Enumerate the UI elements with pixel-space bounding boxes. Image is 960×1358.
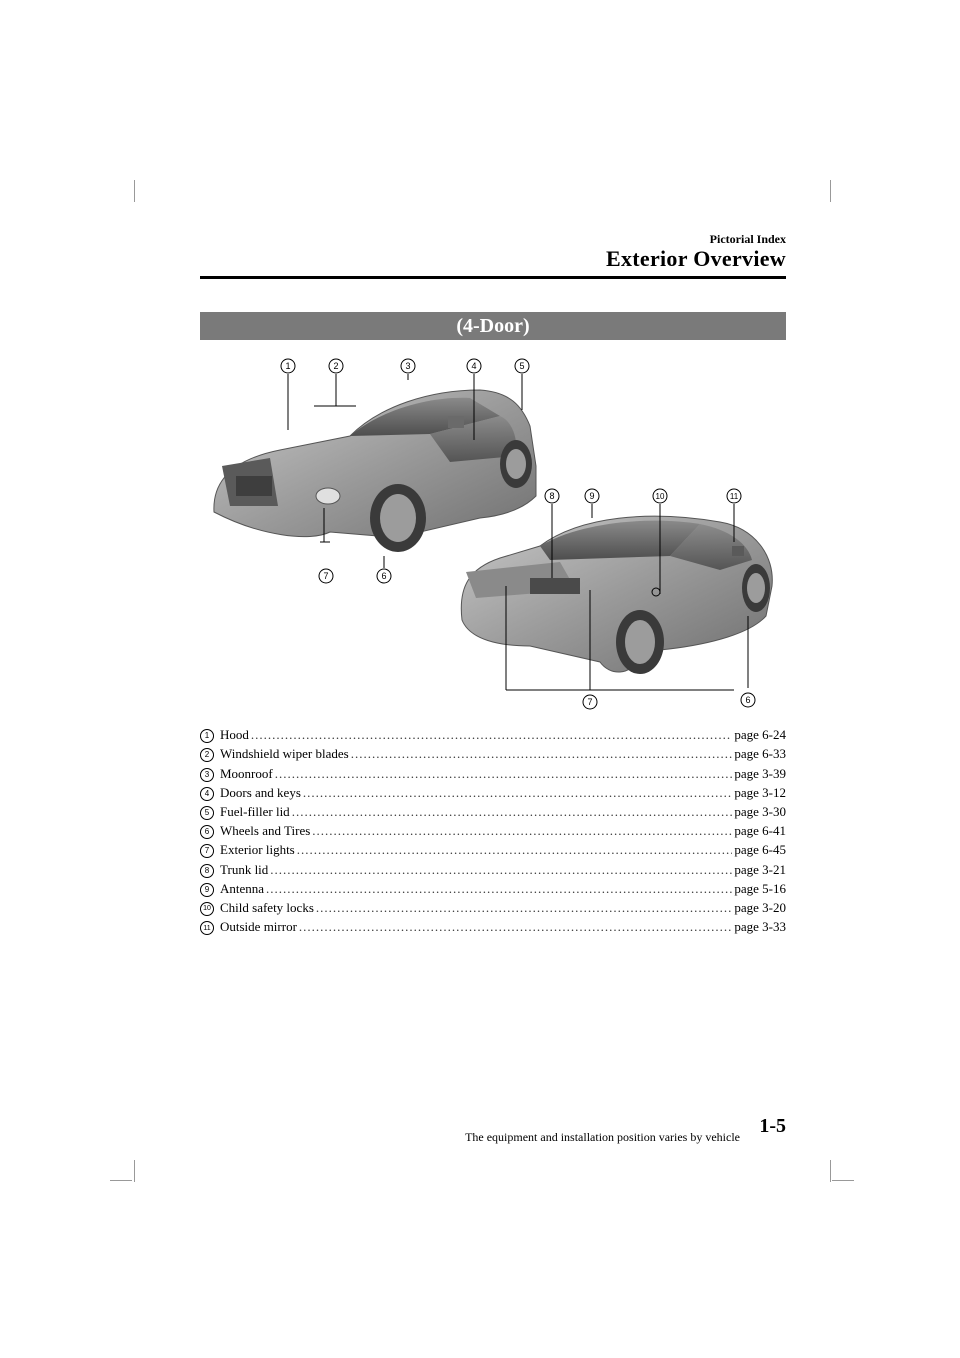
svg-text:7: 7 — [323, 571, 329, 581]
callout-2 — [329, 359, 343, 373]
dot-leader — [251, 727, 732, 743]
callout-10 — [653, 489, 667, 503]
list-item[interactable] — [200, 820, 786, 839]
crop-mark — [134, 180, 135, 202]
svg-text:9: 9 — [589, 491, 595, 501]
item-page-ref[interactable]: page 3-33 — [734, 919, 786, 935]
item-number: 4 — [200, 787, 214, 801]
svg-text:4: 4 — [471, 361, 477, 371]
crop-mark — [134, 1160, 135, 1182]
dot-leader — [292, 804, 733, 820]
crop-mark — [110, 1180, 132, 1181]
callout-4 — [467, 359, 481, 373]
callout-7-rear — [583, 695, 597, 709]
list-item[interactable] — [200, 897, 786, 916]
list-item[interactable] — [200, 916, 786, 935]
callout-8 — [545, 489, 559, 503]
dot-leader — [275, 766, 733, 782]
item-label: Exterior lights — [220, 842, 295, 858]
list-item[interactable] — [200, 858, 786, 877]
variant-band: (4-Door) — [200, 312, 786, 340]
item-page-ref[interactable]: page 6-41 — [734, 823, 786, 839]
item-label: Windshield wiper blades — [220, 746, 349, 762]
svg-text:6: 6 — [745, 695, 751, 705]
crop-mark — [830, 180, 831, 202]
item-label: Child safety locks — [220, 899, 314, 915]
svg-text:7: 7 — [587, 697, 593, 707]
svg-text:5: 5 — [519, 361, 525, 371]
item-label: Doors and keys — [220, 784, 301, 800]
callout-7-front — [319, 569, 333, 583]
item-number: 8 — [200, 864, 214, 878]
svg-text:10: 10 — [655, 492, 665, 501]
dot-leader — [303, 785, 732, 801]
list-item[interactable] — [200, 878, 786, 897]
item-page-ref[interactable]: page 3-30 — [734, 803, 786, 819]
rear-car — [461, 516, 772, 674]
dot-leader — [266, 881, 732, 897]
svg-text:3: 3 — [405, 361, 411, 371]
callout-5 — [515, 359, 529, 373]
item-number: 7 — [200, 844, 214, 858]
item-page-ref[interactable]: page 6-33 — [734, 746, 786, 762]
item-number: 6 — [200, 825, 214, 839]
header-rule — [200, 276, 786, 279]
list-item[interactable] — [200, 839, 786, 858]
front-car — [214, 390, 536, 552]
svg-text:8: 8 — [549, 491, 555, 501]
dot-leader — [312, 823, 732, 839]
dot-leader — [297, 842, 733, 858]
crop-mark — [832, 1180, 854, 1181]
callout-9 — [585, 489, 599, 503]
item-label: Moonroof — [220, 765, 273, 781]
item-number: 1 — [200, 729, 214, 743]
dot-leader — [299, 919, 732, 935]
item-number: 2 — [200, 748, 214, 762]
dot-leader — [351, 746, 733, 762]
item-page-ref[interactable]: page 3-21 — [734, 861, 786, 877]
list-item[interactable] — [200, 724, 786, 743]
item-label: Outside mirror — [220, 919, 297, 935]
callout-11 — [727, 489, 741, 503]
item-label: Antenna — [220, 880, 265, 896]
item-page-ref[interactable]: page 5-16 — [734, 880, 786, 896]
item-page-ref[interactable]: page 6-24 — [734, 727, 786, 743]
callout-6-rear — [741, 693, 755, 707]
footer-note: The equipment and installation position varies by vehicle — [465, 1130, 740, 1144]
callout-1 — [281, 359, 295, 373]
list-item[interactable] — [200, 762, 786, 781]
item-page-ref[interactable]: page 3-20 — [734, 899, 786, 915]
car-illustration-svg — [200, 346, 786, 716]
item-number: 5 — [200, 806, 214, 820]
svg-text:6: 6 — [381, 571, 387, 581]
parts-index-list — [200, 724, 786, 935]
item-label: Trunk lid — [220, 861, 269, 877]
svg-text:2: 2 — [333, 361, 339, 371]
callout-3 — [401, 359, 415, 373]
item-label: Fuel-filler lid — [220, 803, 290, 819]
item-page-ref[interactable]: page 6-45 — [734, 842, 786, 858]
car-illustration — [200, 346, 786, 716]
crop-mark — [830, 1160, 831, 1182]
callout-6-front — [377, 569, 391, 583]
page-title: Exterior Overview — [605, 246, 786, 271]
list-item[interactable] — [200, 801, 786, 820]
list-item[interactable] — [200, 743, 786, 762]
item-label: Hood — [220, 727, 249, 743]
svg-text:11: 11 — [729, 492, 739, 501]
page-number: 1-5 — [759, 1115, 786, 1137]
item-number: 3 — [200, 768, 214, 782]
item-number: 10 — [200, 902, 214, 916]
dot-leader — [270, 862, 732, 878]
item-number: 9 — [200, 883, 214, 897]
item-number: 11 — [200, 921, 214, 935]
dot-leader — [316, 900, 732, 916]
item-label: Wheels and Tires — [220, 823, 311, 839]
item-page-ref[interactable]: page 3-39 — [734, 765, 786, 781]
list-item[interactable] — [200, 782, 786, 801]
item-page-ref[interactable]: page 3-12 — [734, 784, 786, 800]
svg-text:1: 1 — [285, 361, 291, 371]
section-label: Pictorial Index — [709, 232, 786, 246]
